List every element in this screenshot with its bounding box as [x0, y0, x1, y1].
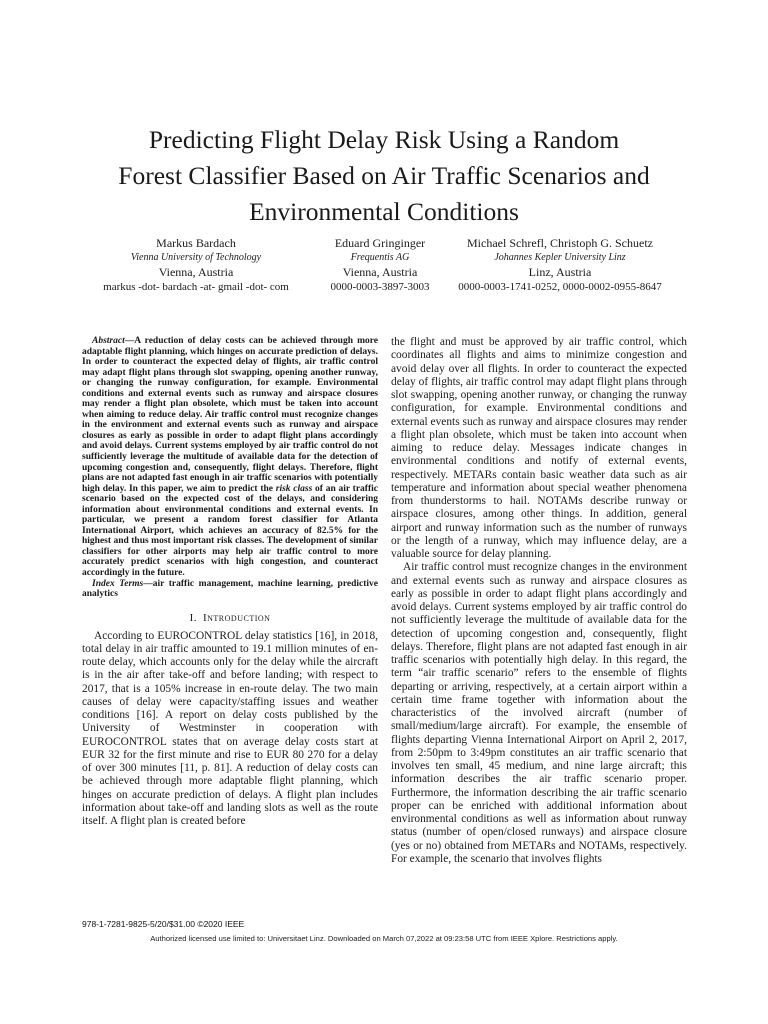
- ieee-copyright-notice: 978-1-7281-9825-5/20/$31.00 ©2020 IEEE: [82, 919, 245, 929]
- author-contact: markus -dot- bardach -at- gmail -dot- com: [103, 280, 289, 293]
- author-block-1: [76, 236, 316, 294]
- abstract-emphasis: risk class: [275, 483, 313, 494]
- author-name: Michael Schrefl, Christoph G. Schuetz: [467, 236, 653, 250]
- title-line-3: Environmental Conditions: [249, 197, 519, 226]
- index-terms: [82, 579, 378, 600]
- section-heading-introduction: [82, 612, 378, 624]
- author-location: Linz, Austria: [528, 265, 592, 280]
- intro-paragraph-continued: the flight and must be approved by air traffic control, which coordinates all flights and aims to minimize congestion and avoid delay over all flights. In order to counteract the expected delay of flights, air traffic control may adapt flight plans through slot swapping, opening another runway, or changing the runway configuration, for example. Environmental conditions and external events such as runway and airspace closures may render a flight plan obsolete, which must be taken into account when aiming to reduce delay. Messages indicate changes in environmental conditions and notify of external events, respectively. METARs contain basic weather data such as air temperature and information about special weather phenomena from thunderstorms to hail. NOTAMs describe runway or airspace closures, among other things. In addition, general airport and runway information such as the number of runways or the length of a runway, which may influence delay, are a valuable source for delay planning.: [391, 336, 687, 560]
- author-block-3: [440, 236, 680, 294]
- index-terms-text: —air traffic management, machine learning, predictive analytics: [82, 578, 378, 600]
- author-orcid: 0000-0003-1741-0252, 0000-0002-0955-8647: [458, 280, 662, 293]
- author-location: Vienna, Austria: [342, 265, 418, 280]
- abstract: [82, 336, 378, 579]
- title-line-2: Forest Classifier Based on Air Traffic Scenarios and: [118, 161, 650, 190]
- author-affiliation: Vienna University of Technology: [130, 251, 262, 263]
- license-notice: Authorized licensed use limited to: Universitaet Linz. Downloaded on March 07,2022 at 09:23:58 UTC from IEEE Xplore. Restrictions apply.: [150, 934, 618, 943]
- abstract-text-1: —A reduction of delay costs can be achieved through more adaptable flight planning, which hinges on accurate prediction of delays. In order to counteract the expected delay of flights, air traffic control may adapt flight plans through slot swapping, opening another runway, or changing the runway configuration, for example. Environmental conditions and external events such as runway and airspace closures may render a flight plan obsolete, which must be taken into account when aiming to reduce delay. Air traffic control must recognize changes in the environment and external events such as runway and airspace closures as early as possible in order to adapt flight plans accordingly and avoid delays. Current systems employed by air traffic control do not sufficiently leverage the multitude of available data for the detection of upcoming congestion and, consequently, flight delays. Therefore, flight plans are not adapted fast enough in air traffic scenarios with potentially high delay. In this paper, we aim to predict the: [82, 336, 378, 494]
- section-title: Introduction: [202, 611, 271, 624]
- author-affiliation: Frequentis AG: [350, 251, 410, 263]
- author-block-2: [310, 236, 450, 294]
- intro-paragraph-1: According to EUROCONTROL delay statistics [16], in 2018, total delay in air traffic amounted to 19.1 million minutes of en-route delay, which accounts only for the delay while the aircraft is in the air after take-off and before landing; with respect to 2017, that is a 105% increase in en-route delay. The two main causes of delay were capacity/staffing issues and weather conditions [16]. A report on delay costs published by the University of Westminster in cooperation with EUROCONTROL states that on average delay costs start at EUR 32 for the first minute and rise to EUR 80 270 for a delay of over 300 minutes [11, p. 81]. A reduction of delay costs can be achieved through more adaptable flight planning, which hinges on accurate prediction of delays. A flight plan includes information about take-off and landing slots as well as the route itself. A flight plan is created before: [82, 629, 378, 828]
- index-terms-label: Index Terms: [92, 578, 144, 589]
- abstract-label: Abstract: [92, 336, 125, 346]
- left-column: [82, 336, 378, 828]
- right-column: [391, 336, 687, 866]
- title-line-1: Predicting Flight Delay Risk Using a Random: [148, 125, 620, 154]
- author-name: Markus Bardach: [156, 236, 236, 250]
- author-affiliation: Johannes Kepler University Linz: [494, 251, 626, 263]
- intro-paragraph-2: Air traffic control must recognize changes in the environment and external events such as runway and airspace closures as early as possible in order to adapt flight plans accordingly and avoid delays. Current systems employed by air traffic control do not sufficiently leverage the multitude of available data for the detection of upcoming congestion and, consequently, flight delays. Therefore, flight plans are not adapted fast enough in air traffic scenarios with potentially high delay. In this regard, the term “air traffic scenario” refers to the ensemble of flights departing or arriving, respectively, at a certain airport within a certain time frame together with information about the characteristics of the involved aircraft (number of small/medium/large aircraft). For example, the ensemble of flights departing Vienna International Airport on April 2, 2017, from 2:50pm to 3:49pm constitutes an air traffic scenario that involves ten small, 45 medium, and nine large aircraft; this information describes the air traffic scenario proper. Furthermore, the information describing the air traffic scenario proper can be enriched with additional information about environmental conditions as well as information about runway status (number of open/closed runways) and airspace closure (yes or no) obtained from METARs and NOTAMs, respectively. For example, the scenario that involves flights: [391, 561, 687, 865]
- abstract-text-2: of an air traffic scenario based on the expected cost of the delays, and considering information about environmental conditions and external events. In particular, we present a random forest classifier for Atlanta International Airport, which achieves an accuracy of 82.5% for the highest and thus most important risk classes. The development of similar classifiers for other airports may help air traffic control to more accurately predict scenarios with high congestion, and counteract accordingly in the future.: [82, 483, 378, 579]
- author-name: Eduard Gringinger: [334, 236, 426, 250]
- author-orcid: 0000-0003-3897-3003: [330, 280, 430, 293]
- author-location: Vienna, Austria: [158, 265, 234, 280]
- section-number: I.: [189, 611, 197, 624]
- paper-title: [60, 122, 708, 230]
